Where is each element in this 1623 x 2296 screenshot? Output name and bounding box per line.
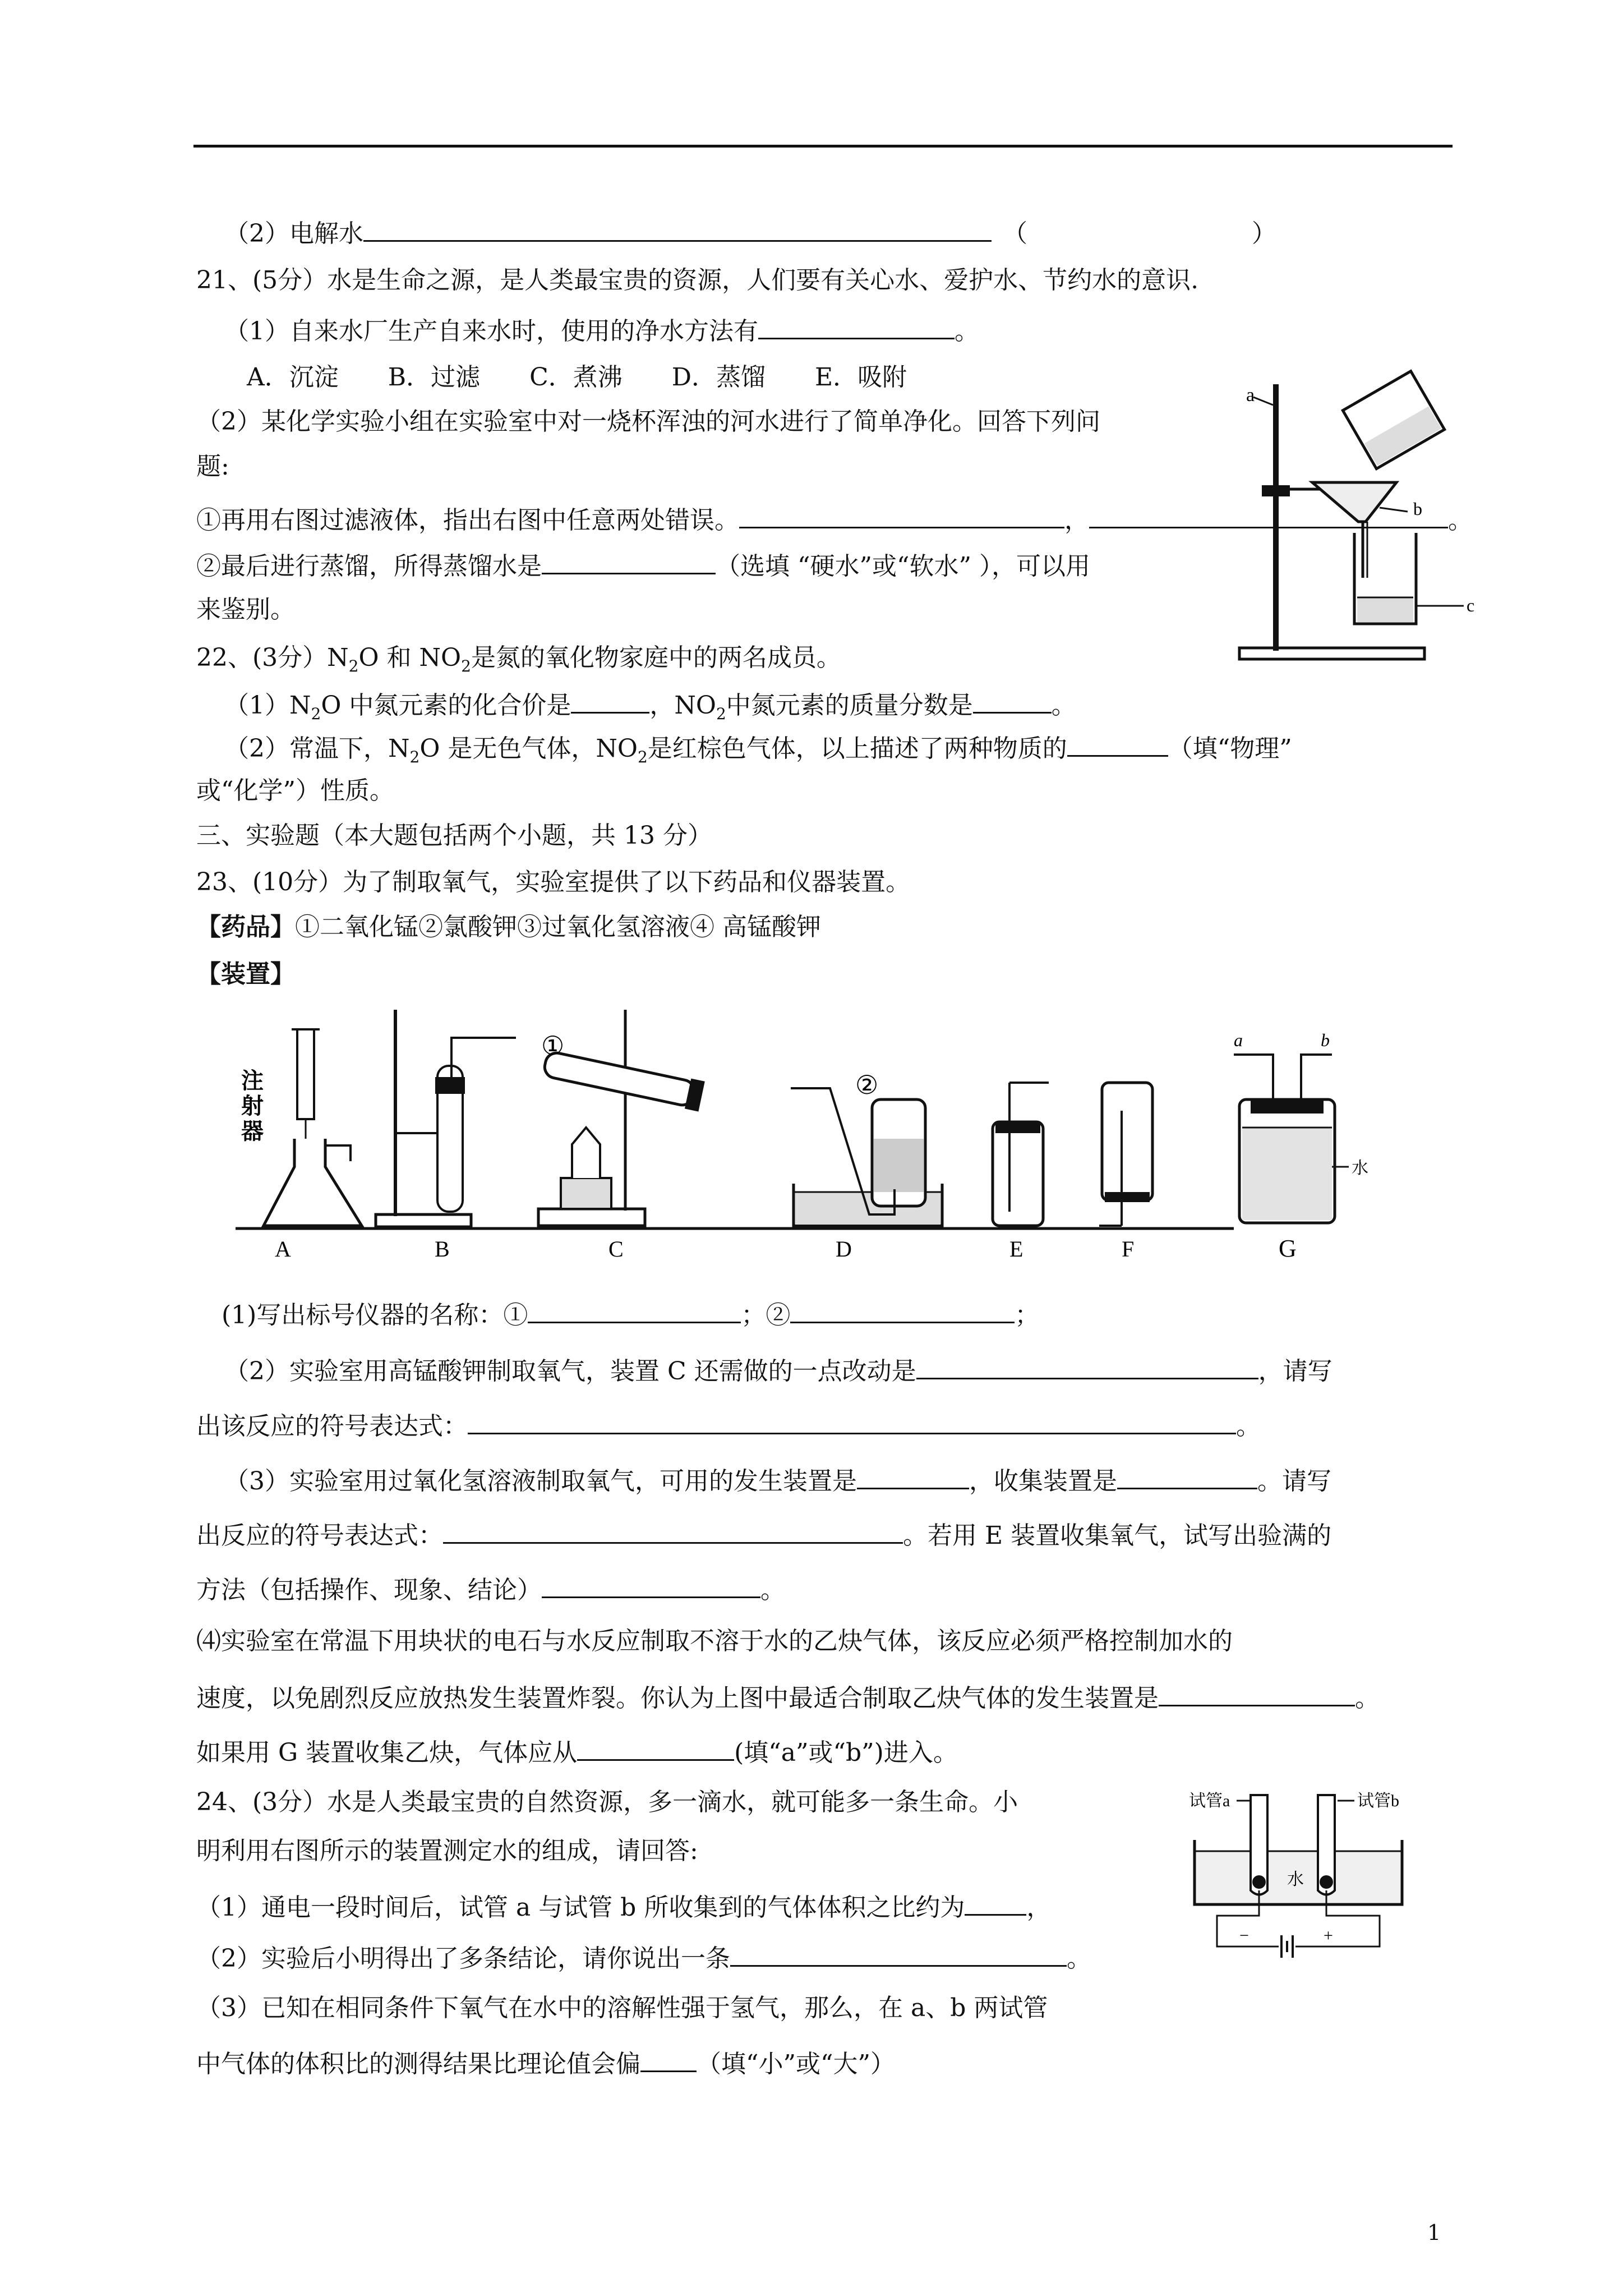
svg-text:E: E — [1009, 1236, 1023, 1262]
apparatus-b — [376, 1010, 516, 1262]
svg-text:①: ① — [541, 1032, 565, 1060]
section-3-title: 三、实验题（本大题包括两个小题，共 13 分） — [196, 821, 712, 850]
q22-2-cont: 或“化学”）性质。 — [196, 776, 394, 805]
q23-4-cont: 速度，以免剧烈反应放热发生装置炸裂。你认为上图中最适合制取乙炔气体的发生装置是 。 — [196, 1679, 1380, 1715]
q21-2: （2）某化学实验小组在实验室中对一烧杯浑浊的河水进行了简单净化。回答下列问 — [196, 407, 1100, 436]
svg-text:水: 水 — [1287, 1870, 1304, 1889]
q23-2-cont: 出该反应的符号表达式： 。 — [196, 1407, 1261, 1443]
blank[interactable] — [542, 547, 716, 574]
q21-2-2: ②最后进行蒸馏，所得蒸馏水是 （选填 “硬水”或“软水” ），可以用 — [196, 547, 1090, 583]
svg-text:−: − — [1239, 1926, 1249, 1945]
q23-reagents: 【药品】①二氧化锰②氯酸钾③过氧化氢溶液④ 高锰酸钾 — [196, 913, 821, 941]
q23-3-cont: 出反应的符号表达式： 。若用 E 装置收集氧气，试写出验满的 — [196, 1516, 1331, 1553]
label-a: a — [1246, 385, 1255, 406]
svg-text:射: 射 — [241, 1093, 264, 1119]
q21-1: （1）自来水厂生产自来水时，使用的净水方法有 。 — [224, 312, 979, 348]
blank[interactable] — [1067, 729, 1168, 757]
svg-text:试管a: 试管a — [1189, 1792, 1230, 1810]
blank[interactable] — [739, 501, 1064, 528]
q23-apparatus-label: 【装置】 — [196, 960, 295, 988]
svg-text:试管b: 试管b — [1357, 1792, 1399, 1810]
apparatus-d — [791, 1071, 942, 1262]
svg-text:a: a — [1234, 1030, 1243, 1050]
q24-stem-cont: 明利用右图所示的装置测定水的组成，请回答: — [196, 1837, 698, 1865]
blank[interactable] — [758, 312, 955, 339]
svg-text:C: C — [608, 1236, 624, 1262]
q22-stem: 22、(3分）$N_2O$ 和 $NO_2$是氮的氧化物家庭中的两名成员。 — [196, 643, 841, 675]
page-number: 1 — [1427, 2220, 1441, 2245]
filtration-figure — [1228, 365, 1520, 668]
svg-text:器: 器 — [241, 1119, 264, 1144]
q24-2: （2）实验后小明得出了多条结论，请你说出一条 。 — [196, 1939, 1091, 1976]
svg-text:+: + — [1324, 1926, 1333, 1945]
blank[interactable] — [468, 1407, 1236, 1434]
blank[interactable] — [730, 1939, 1067, 1967]
blank[interactable] — [916, 1352, 1258, 1379]
q23-4-cont2: 如果用 G 装置收集乙炔，气体应从 (填“a”或“b”)进入。 — [196, 1733, 958, 1770]
svg-text:水: 水 — [1352, 1159, 1368, 1177]
apparatus-e — [993, 1083, 1049, 1262]
apparatus-c — [538, 1010, 705, 1262]
q20-2: （2）电解水 （ ） — [224, 214, 1276, 251]
header-rule — [193, 145, 1453, 148]
q24-1: （1）通电一段时间后，试管 a 与试管 b 所收集到的气体体积之比约为 ， — [196, 1888, 1051, 1925]
blank[interactable] — [443, 1516, 903, 1544]
q21-options: A．沉淀 B．过滤 C．煮沸 D．蒸馏 E．吸附 — [247, 363, 907, 392]
svg-text:A: A — [275, 1236, 291, 1262]
q22-1: $(1)N_2O$ 中氮元素的化合价是 ，$NO_2$中氮元素的质量分数是 。 — [224, 686, 1076, 723]
q23-3-cont2: 方法（包括操作、现象、结论） 。 — [196, 1571, 785, 1607]
q23-1: (1)写出标号仪器的名称：① ；② ； — [222, 1296, 1039, 1332]
q23-stem: 23、(10分）为了制取氧气，实验室提供了以下药品和仪器装置。 — [196, 868, 911, 896]
q23-3: （3）实验室用过氧化氢溶液制取氧气，可用的发生装置是 ，收集装置是 。请写 — [224, 1462, 1331, 1498]
svg-text:②: ② — [855, 1071, 879, 1099]
blank[interactable] — [640, 2045, 697, 2072]
svg-text:b: b — [1321, 1030, 1330, 1050]
apparatus-figure — [224, 999, 1402, 1268]
q21-2-cont: 题: — [196, 452, 229, 481]
q23-4: ⑷实验室在常温下用块状的电石与水反应制取不溶于水的乙炔气体，该反应必须严格控制加水的 — [196, 1627, 1233, 1655]
svg-text:G: G — [1279, 1235, 1297, 1262]
svg-text:注: 注 — [241, 1068, 264, 1093]
q24-3: （3）已知在相同条件下氧气在水中的溶解性强于氢气，那么，在 a、b 两试管 — [196, 1994, 1048, 2022]
q24-stem: 24、(3分）水是人类最宝贵的自然资源，多一滴水，就可能多一条生命。小 — [196, 1788, 1018, 1816]
blank[interactable] — [542, 1571, 760, 1598]
blank[interactable] — [1159, 1679, 1355, 1706]
blank[interactable] — [965, 1888, 1026, 1916]
q23-2: （2）实验室用高锰酸钾制取氧气，装置 C 还需做的一点改动是 ，请写 — [224, 1352, 1332, 1388]
apparatus-g — [1234, 1030, 1368, 1262]
q21-2-2-cont: 来鉴别。 — [196, 595, 295, 624]
apparatus-a — [241, 1029, 362, 1262]
q21-2-1: ①再用右图过滤液体，指出右图中任意两处错误。 ， 。 — [196, 501, 1473, 537]
blank[interactable] — [577, 1733, 734, 1761]
q21-stem: 21、(5分）水是生命之源，是人类最宝贵的资源，人们要有关心水、爱护水、节约水的意识. — [196, 266, 1199, 295]
svg-text:D: D — [836, 1236, 852, 1262]
blank[interactable] — [571, 686, 649, 714]
blank[interactable] — [1117, 1462, 1257, 1489]
svg-text:F: F — [1122, 1236, 1135, 1262]
svg-text:B: B — [435, 1236, 450, 1262]
blank[interactable] — [528, 1296, 741, 1323]
blank[interactable] — [790, 1296, 1015, 1323]
svg-text:b: b — [1413, 499, 1422, 519]
blank[interactable] — [973, 686, 1052, 714]
blank[interactable] — [857, 1462, 969, 1489]
q24-3-cont: 中气体的体积比的测得结果比理论值会偏 （填“小”或“大”） — [196, 2045, 895, 2081]
electrolysis-figure — [1183, 1784, 1436, 1969]
svg-text:c: c — [1467, 595, 1475, 615]
apparatus-f — [1099, 1083, 1152, 1262]
q22-2: （2）常温下，$N_2O$ 是无色气体，$NO_2$是红棕色气体，以上描述了两种物质的 （填“物理” — [224, 729, 1292, 766]
blank[interactable] — [363, 214, 992, 242]
